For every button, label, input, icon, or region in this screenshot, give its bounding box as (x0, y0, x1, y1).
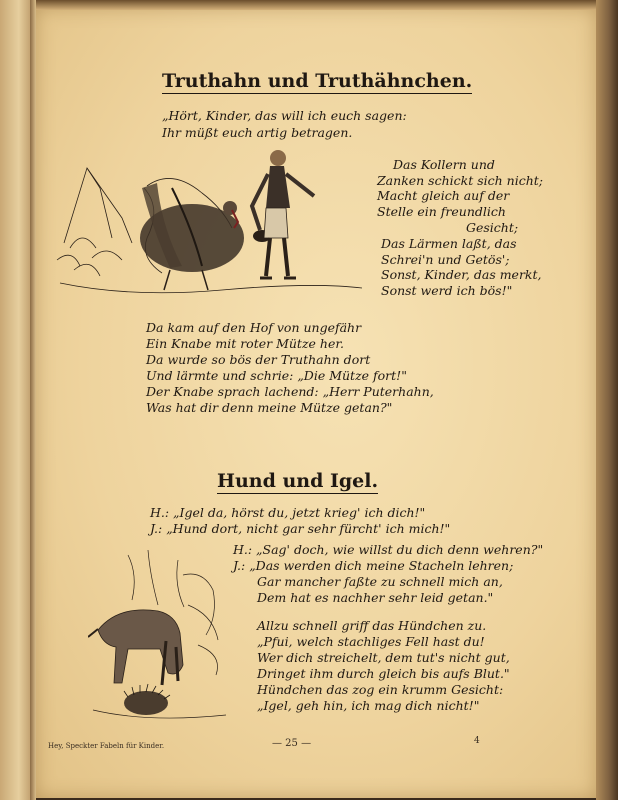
poem2-dialog-line: H.: „Igel da, hörst du, jetzt krieg' ich dich!" (150, 505, 426, 520)
poem1-lower-line: Der Knabe sprach lachend: „Herr Puterhahn, (146, 384, 434, 399)
poem2-dialog2-line: Dem hat es nachher sehr leid getan." (257, 590, 494, 605)
poem2-stanza-line: Dringet ihm durch gleich bis aufs Blut." (257, 666, 510, 681)
poem2-stanza-line: Hündchen das zog ein krumm Gesicht: (257, 682, 504, 697)
page-top-shadow (36, 0, 596, 10)
poem1-lower-line: Da wurde so bös der Truthahn dort (146, 352, 371, 367)
poem1-lower-line: Was hat dir denn meine Mütze getan?" (146, 400, 393, 415)
poem1-side-line: Sonst werd ich bös!" (381, 283, 513, 298)
poem1-lower-line: Und lärmte und schrie: „Die Mütze fort!" (146, 368, 407, 383)
poem2-dialog-line: J.: „Hund dort, nicht gar sehr fürcht' ich mich!" (150, 521, 451, 536)
poem1-intro-line: Ihr müßt euch artig betragen. (162, 125, 353, 140)
poem2-stanza-line: Wer dich streichelt, dem tut's nicht gut, (257, 650, 510, 665)
poem2-dialog2-line: H.: „Sag' doch, wie willst du dich denn wehren?" (233, 542, 544, 557)
dog-hedgehog-illustration (88, 545, 230, 727)
book-right-edge (596, 0, 618, 800)
poem1-side-line: Stelle ein freundlich (377, 204, 506, 219)
signature-mark: 4 (474, 736, 480, 746)
poem1-lower-line: Ein Knabe mit roter Mütze her. (146, 336, 344, 351)
poem2-title: Hund und Igel. (217, 470, 379, 492)
poem1-side-line: Das Kollern und (393, 157, 495, 172)
poem1-side-line: Macht gleich auf der (377, 188, 510, 203)
poem1-side-line: Das Lärmen laßt, das (381, 236, 517, 251)
left-page-edge (0, 0, 34, 800)
poem2-stanza-line: Allzu schnell griff das Hündchen zu. (257, 618, 487, 633)
poem1-lower-line: Da kam auf den Hof von ungefähr (146, 320, 362, 335)
poem1-side-line: Sonst, Kinder, das merkt, (381, 267, 542, 282)
poem1-side-line: Gesicht; (466, 220, 519, 235)
poem2-dialog2-line: J.: „Das werden dich meine Stacheln lehren; (233, 558, 514, 573)
poem2-stanza-line: „Pfui, welch stachliges Fell hast du! (257, 634, 485, 649)
poem2-dialog2-line: Gar mancher faßte zu schnell mich an, (257, 574, 503, 589)
poem1-side-line: Zanken schickt sich nicht; (377, 173, 543, 188)
poem1-intro-line: „Hört, Kinder, das will ich euch sagen: (162, 108, 407, 123)
footer-credit: Hey, Speckter Fabeln für Kinder. (48, 742, 165, 750)
turkey-boy-illustration (52, 148, 370, 300)
poem1-side-line: Schrei'n und Getös'; (381, 252, 510, 267)
page-number: — 25 — (272, 738, 312, 749)
poem2-stanza-line: „Igel, geh hin, ich mag dich nicht!" (257, 698, 480, 713)
poem1-title: Truthahn und Truthähnchen. (162, 70, 473, 92)
